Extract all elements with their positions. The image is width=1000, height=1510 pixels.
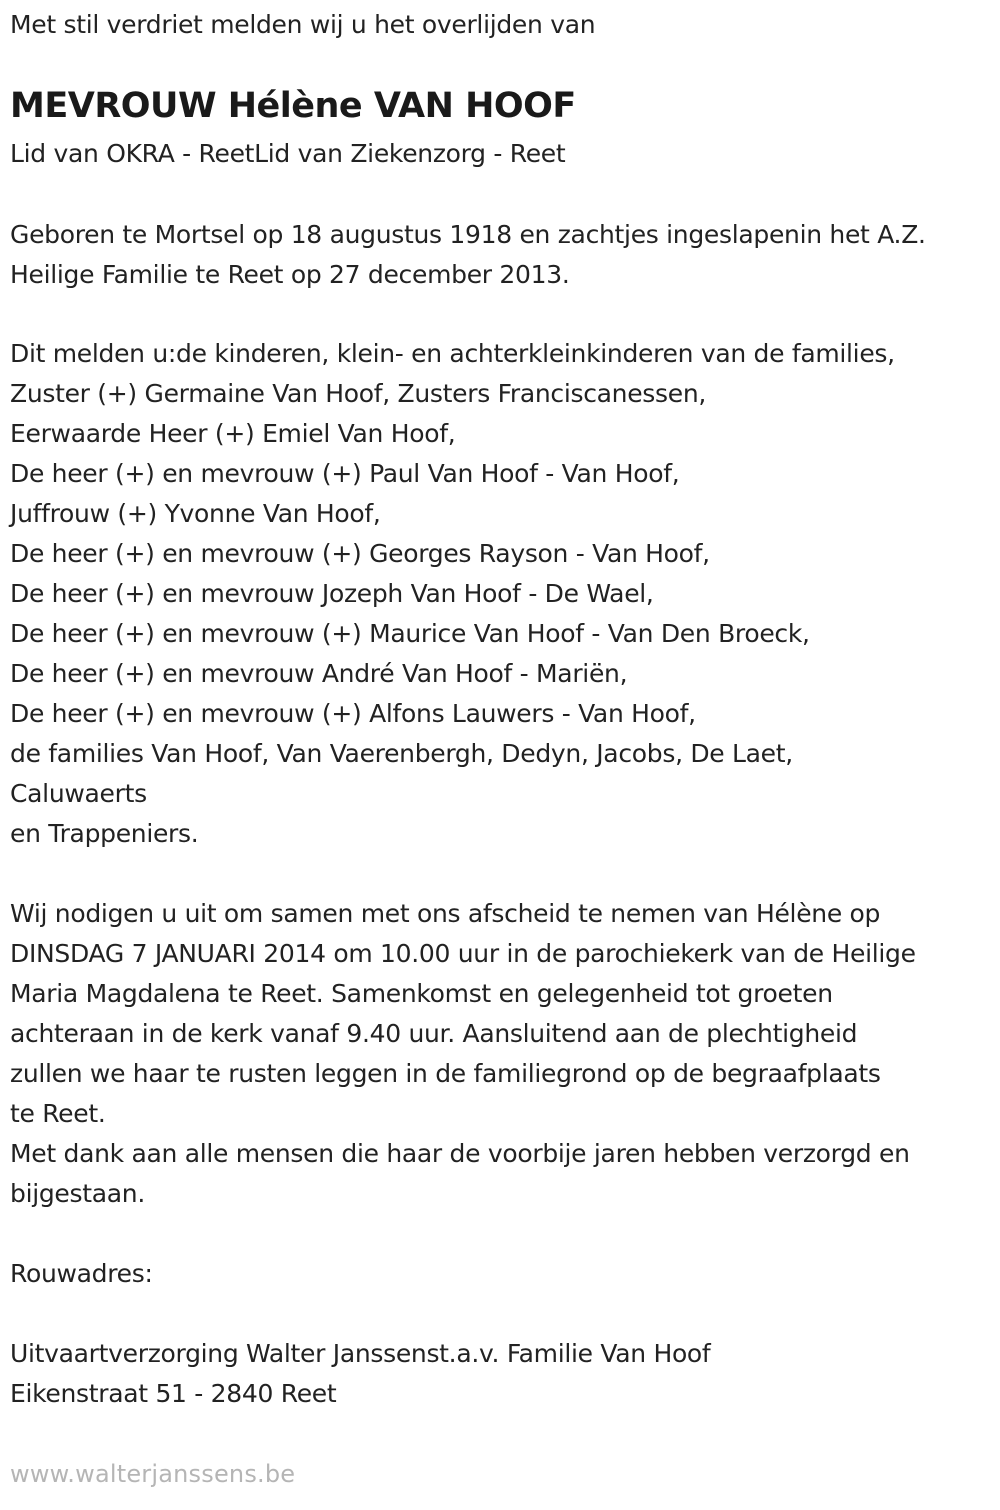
family-line: De heer (+) en mevrouw (+) Georges Rayson - Van Hoof, [10,539,710,568]
funeral-line: achteraan in de kerk vanaf 9.40 uur. Aansluitend aan de plechtigheid [10,1019,858,1048]
website-watermark: www.walterjanssens.be [10,1460,296,1488]
family-line: de families Van Hoof, Van Vaerenbergh, Dedyn, Jacobs, De Laet, [10,739,793,768]
address-line: Uitvaartverzorging Walter Janssenst.a.v. Familie Van Hoof [10,1339,711,1368]
funeral-line: Maria Magdalena te Reet. Samenkomst en gelegenheid tot groeten [10,979,833,1008]
family-line: Juffrouw (+) Yvonne Van Hoof, [10,499,381,528]
family-line: De heer (+) en mevrouw (+) Maurice Van Hoof - Van Den Broeck, [10,619,810,648]
funeral-line: DINSDAG 7 JANUARI 2014 om 10.00 uur in de parochiekerk van de Heilige [10,939,916,968]
family-line: Zuster (+) Germaine Van Hoof, Zusters Franciscanessen, [10,379,707,408]
family-line: Eerwaarde Heer (+) Emiel Van Hoof, [10,419,456,448]
funeral-line: Wij nodigen u uit om samen met ons afscheid te nemen van Hélène op [10,899,881,928]
family-line: De heer (+) en mevrouw Jozeph Van Hoof - De Wael, [10,579,654,608]
membership-section [10,134,565,174]
deceased-name: MEVROUW Hélène VAN HOOF [10,86,576,126]
birth-line: Geboren te Mortsel op 18 augustus 1918 en zachtjes ingeslapenin het A.Z. [10,220,926,249]
birth-section [10,215,926,295]
funeral-section [10,894,916,1214]
rouwadres-section [10,1254,153,1294]
funeral-line: bijgestaan. [10,1179,145,1208]
funeral-line: zullen we haar te rusten leggen in de familiegrond op de begraafplaats [10,1059,881,1088]
family-line: De heer (+) en mevrouw (+) Paul Van Hoof - Van Hoof, [10,459,680,488]
intro-text: Met stil verdriet melden wij u het overlijden van [10,10,596,39]
funeral-line: te Reet. [10,1099,106,1128]
rouwadres-label: Rouwadres: [10,1259,153,1288]
address-section [10,1334,710,1414]
family-section [10,334,895,854]
family-line: Dit melden u:de kinderen, klein- en achterkleinkinderen van de families, [10,339,895,368]
funeral-line: Met dank aan alle mensen die haar de voorbije jaren hebben verzorgd en [10,1139,910,1168]
membership-text: Lid van OKRA - ReetLid van Ziekenzorg - Reet [10,139,566,168]
family-line: De heer (+) en mevrouw (+) Alfons Lauwers - Van Hoof, [10,699,696,728]
address-line: Eikenstraat 51 - 2840 Reet [10,1379,337,1408]
family-line: De heer (+) en mevrouw André Van Hoof - Mariën, [10,659,628,688]
family-line: en Trappeniers. [10,819,199,848]
birth-line: Heilige Familie te Reet op 27 december 2013. [10,260,570,289]
family-line: Caluwaerts [10,779,147,808]
